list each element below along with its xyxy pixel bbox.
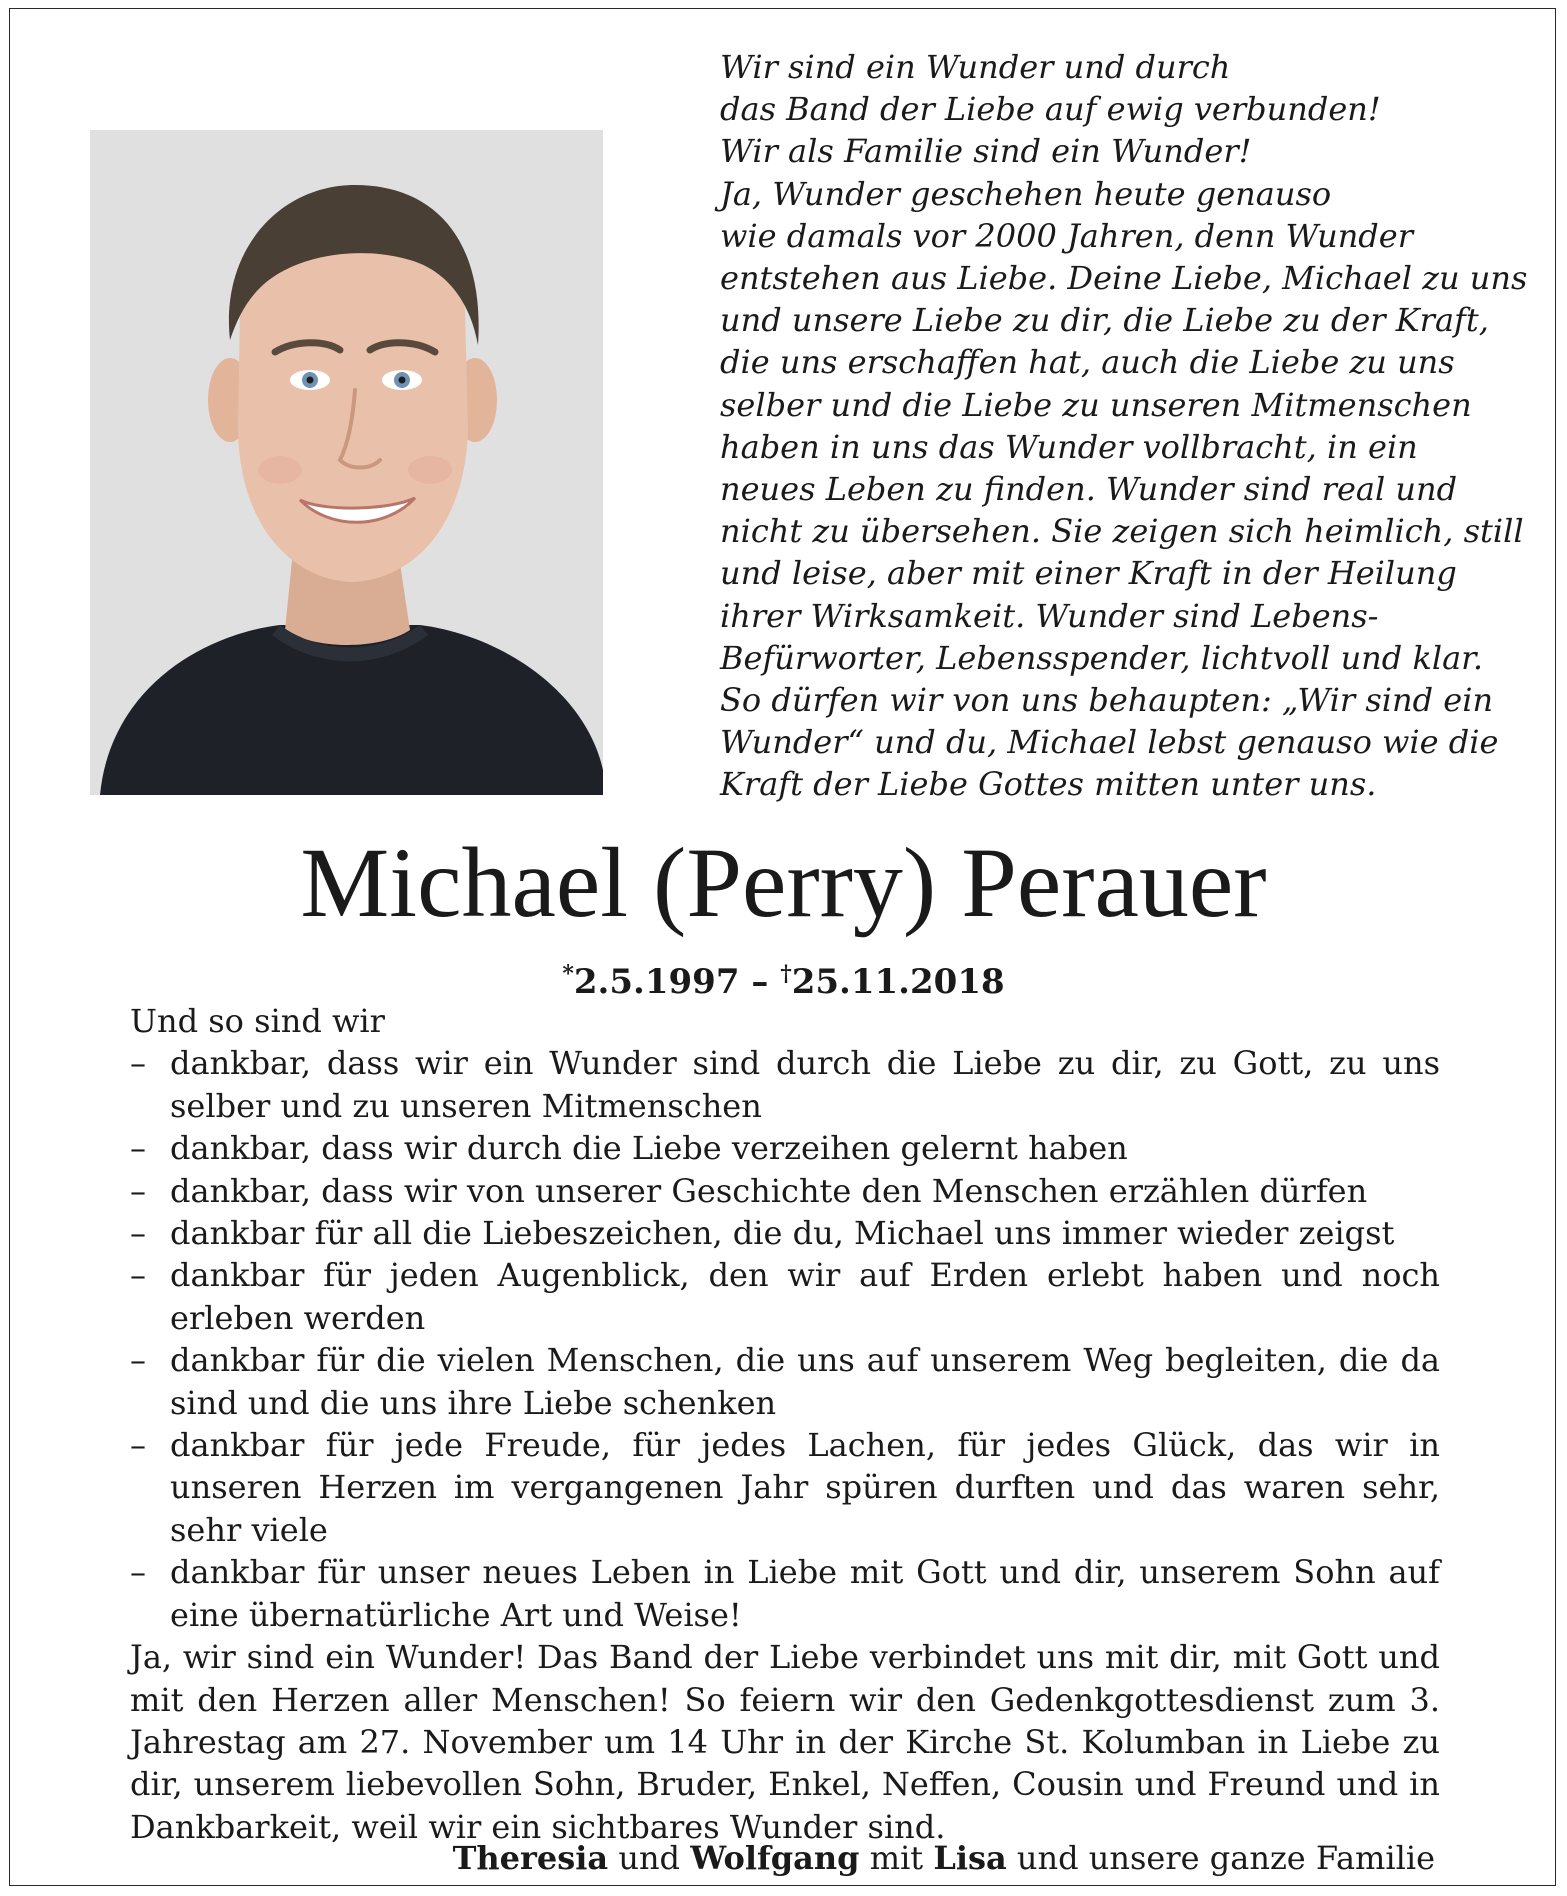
- signer-lisa: Lisa: [933, 1839, 1007, 1877]
- list-item-text: dankbar, dass wir ein Wunder sind durch die Liebe zu dir, zu Gott, zu uns selber und zu unseren Mitmenschen: [170, 1044, 1440, 1125]
- poem-line: Wir sind ein Wunder und durch: [720, 48, 1231, 86]
- list-item: [130, 1170, 1440, 1212]
- poem-line: Ja, Wunder geschehen heute genauso: [720, 174, 1332, 213]
- death-symbol: †: [780, 961, 792, 987]
- poem-line: nicht zu übersehen. Sie zeigen sich heimlich, still: [720, 512, 1524, 551]
- poem-text: [720, 46, 1528, 806]
- signature-join: und: [618, 1839, 681, 1877]
- signature-line: [395, 1838, 1435, 1878]
- poem-line: ihrer Wirksamkeit. Wunder sind Lebens-: [720, 596, 1379, 635]
- closing-paragraph: Ja, wir sind ein Wunder! Das Band der Liebe verbindet uns mit dir, mit Gott und mit den Herzen aller Menschen! So feiern wir den Gedenkgottesdienst zum 3. Jahrestag am 27. November um 14 Uhr in der Kirche St. Kolumban in Liebe zu dir, unserem liebevollen Sohn, Bruder, Enkel, Neffen, Cousin und Freund und in Dankbarkeit, weil wir ein sichtbares Wunder sind.: [130, 1638, 1440, 1846]
- signer-wolfgang: Wolfgang: [690, 1839, 860, 1877]
- poem-line: das Band der Liebe auf ewig verbunden!: [720, 90, 1381, 129]
- life-dates: [0, 954, 1567, 1002]
- list-item-text: dankbar für jede Freude, für jedes Lachen, für jedes Glück, das wir in unseren Herzen im vergangenen Jahr spüren durften und das waren sehr, sehr viele: [170, 1426, 1440, 1549]
- dash-bullet: –: [130, 1256, 146, 1295]
- list-item: [130, 1339, 1440, 1424]
- signature-join: mit: [869, 1839, 924, 1877]
- list-item: [130, 1212, 1440, 1254]
- list-item: [130, 1127, 1440, 1169]
- poem-line: wie damals vor 2000 Jahren, denn Wunder: [720, 216, 1414, 255]
- dash-bullet: –: [130, 1553, 146, 1592]
- poem-line: und unsere Liebe zu dir, die Liebe zu der Kraft,: [720, 301, 1489, 340]
- list-item-text: dankbar für unser neues Leben in Liebe mit Gott und dir, unserem Sohn auf eine übernatürliche Art und Weise!: [170, 1553, 1440, 1634]
- poem-line: Kraft der Liebe Gottes mitten unter uns.: [720, 765, 1377, 804]
- signer-theresia: Theresia: [452, 1839, 609, 1877]
- poem-line: Befürworter, Lebensspender, lichtvoll und klar.: [720, 638, 1484, 677]
- poem-line: selber und die Liebe zu unseren Mitmenschen: [720, 385, 1472, 424]
- dash-bullet: –: [130, 1129, 146, 1168]
- list-item-text: dankbar, dass wir von unserer Geschichte den Menschen erzählen dürfen: [170, 1171, 1368, 1210]
- poem-line: Wir als Familie sind ein Wunder!: [720, 132, 1252, 171]
- list-item: [130, 1254, 1440, 1339]
- birth-symbol: *: [562, 961, 574, 987]
- poem-line: So dürfen wir von uns behaupten: „Wir sind ein: [720, 681, 1494, 720]
- poem-line: die uns erschaffen hat, auch die Liebe zu uns: [720, 343, 1455, 382]
- thanks-body: [130, 1000, 1440, 1848]
- list-item-text: dankbar für die vielen Menschen, die uns auf unserem Weg begleiten, die da sind und die uns ihre Liebe schenken: [170, 1341, 1440, 1422]
- birth-date: 2.5.1997: [573, 962, 740, 1002]
- poem-line: haben in uns das Wunder vollbracht, in ein: [720, 427, 1418, 466]
- poem-line: und leise, aber mit einer Kraft in der Heilung: [720, 554, 1457, 593]
- dash-bullet: –: [130, 1426, 146, 1465]
- dash-bullet: –: [130, 1214, 146, 1253]
- portrait-illustration: [90, 130, 603, 795]
- list-item-text: dankbar für all die Liebeszeichen, die du, Michael uns immer wieder zeigst: [170, 1214, 1395, 1253]
- list-item: [130, 1551, 1440, 1636]
- signature-tail: und unsere ganze Familie: [1016, 1839, 1435, 1877]
- list-item-text: dankbar für jeden Augenblick, den wir auf Erden erlebt haben und noch erleben werden: [170, 1256, 1440, 1337]
- date-separator: –: [751, 962, 769, 1002]
- intro-line: Und so sind wir: [130, 1002, 385, 1040]
- deceased-name: Michael (Perry) Perauer: [300, 827, 1267, 938]
- thanks-list: [130, 1042, 1440, 1636]
- dash-bullet: –: [130, 1044, 146, 1083]
- dash-bullet: –: [130, 1171, 146, 1210]
- portrait-photo: [90, 130, 603, 795]
- poem-line: neues Leben zu finden. Wunder sind real und: [720, 470, 1458, 509]
- list-item: [130, 1042, 1440, 1127]
- list-item: [130, 1424, 1440, 1551]
- list-item-text: dankbar, dass wir durch die Liebe verzeihen gelernt haben: [170, 1129, 1128, 1168]
- poem-line: Wunder“ und du, Michael lebst genauso wie die: [720, 723, 1499, 762]
- death-date: 25.11.2018: [791, 962, 1005, 1002]
- poem-line: entstehen aus Liebe. Deine Liebe, Michael zu uns: [720, 259, 1528, 298]
- dash-bullet: –: [130, 1341, 146, 1380]
